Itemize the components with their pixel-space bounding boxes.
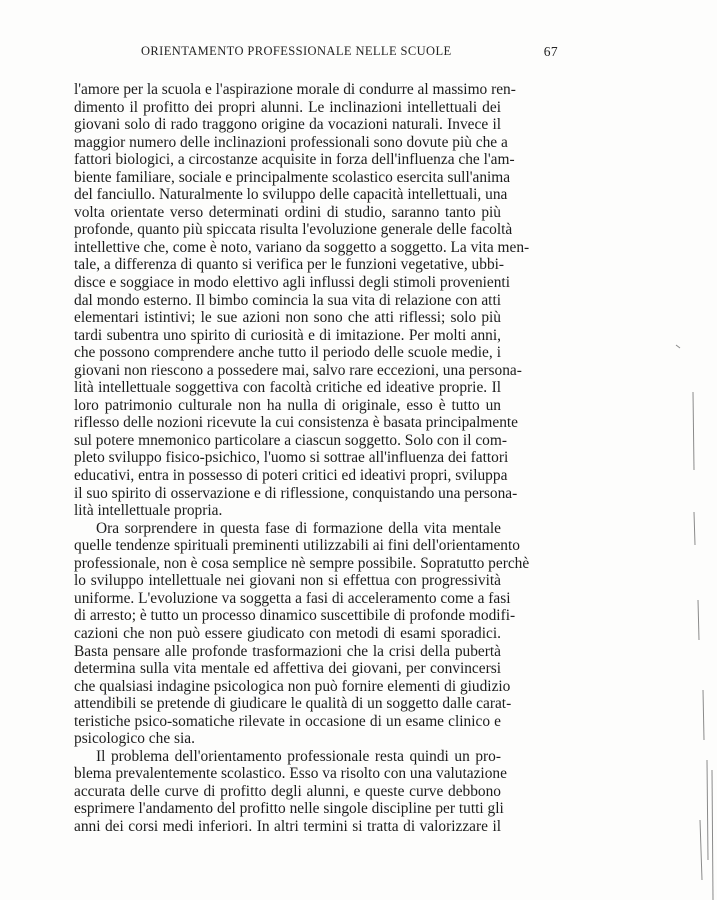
text-line: intellettive che, come è noto, variano da soggetto a soggetto. La vita men-	[74, 238, 530, 256]
text-line: giovani solo di rado traggono origine da vocazioni naturali. Invece il	[74, 116, 501, 134]
text-line: riflesso delle nozioni ricevute la cui consistenza è basata principalmente	[74, 414, 519, 432]
running-header	[141, 44, 558, 64]
text-line: loro patrimonio culturale non ha nulla di originale, esso è tutto un	[74, 396, 501, 414]
text-line: maggior numero delle inclinazioni professionali sono dovute più che a	[74, 133, 508, 151]
text-line: lo sviluppo intellettuale nei giovani non si effettua con progressività	[74, 572, 501, 590]
scan-mark	[676, 345, 680, 348]
text-line: l'amore per la scuola e l'aspirazione morale di condurre al massimo ren-	[74, 81, 516, 98]
paragraph	[74, 81, 530, 520]
scan-mark	[698, 600, 699, 640]
text-line: anni dei corsi medi inferiori. In altri termini si tratta di valorizzare il	[74, 817, 501, 835]
scan-mark	[703, 690, 704, 740]
text-line: del fanciullo. Naturalmente lo sviluppo delle capacità intellettuali, una	[74, 186, 508, 204]
text-line: professionale, non è cosa semplice nè sempre possibile. Sopratutto perchè	[74, 554, 530, 572]
text-line: psicologico che sia.	[74, 730, 195, 748]
scan-mark	[707, 760, 708, 860]
text-line: dimento il profitto dei propri alunni. Le inclinazioni intellettuali dei	[74, 98, 501, 116]
text-line: volta orientate verso determinati ordini di studio, saranno tanto più	[74, 203, 501, 221]
text-line: uniforme. L'evoluzione va soggetta a fasi di acceleramento come a fasi	[74, 589, 511, 607]
text-line: elementari istintivi; le sue azioni non sono che atti riflessi; solo più	[74, 309, 501, 327]
text-line: di arresto; è tutto un processo dinamico suscettibile di profonde modifi-	[74, 607, 516, 625]
page-number: 67	[543, 44, 558, 59]
text-line: sul potere mnemonico particolare a ciascun soggetto. Solo con il com-	[74, 431, 507, 449]
text-line: lità intellettuale soggettiva con facoltà critiche ed ideative proprie. Il	[74, 379, 501, 397]
text-line: tardi subentra uno spirito di curiosità e di imitazione. Per molti anni,	[74, 326, 501, 344]
text-line: disce e soggiace in modo elettivo agli influssi degli stimoli provenienti	[74, 274, 510, 292]
paragraph	[74, 747, 507, 836]
text-line: cazioni che non può essere giudicato con metodi di esami sporadici.	[74, 624, 501, 642]
text-line: educativi, entra in possesso di poteri critici ed ideativi propri, sviluppa	[74, 467, 508, 485]
body-text	[74, 81, 530, 836]
text-line: tale, a differenza di quanto si verifica per le funzioni vegetative, ubbi-	[74, 256, 505, 274]
scan-mark	[693, 392, 694, 470]
text-line: profonde, quanto più spiccata risulta l'evoluzione generale delle facoltà	[74, 221, 513, 239]
text-line: determina sulla vita mentale ed affettiva dei giovani, per convincersi	[74, 660, 501, 678]
text-line: Basta pensare alle profonde trasformazioni che la crisi della pubertà	[74, 642, 501, 660]
text-line: che qualsiasi indagine psicologica non può fornire elementi di giudizio	[74, 677, 511, 695]
running-header-title: ORIENTAMENTO PROFESSIONALE NELLE SCUOLE	[141, 44, 452, 58]
scan-mark	[694, 512, 695, 545]
text-line: quelle tendenze spirituali preminenti utilizzabili ai fini dell'orientamento	[74, 537, 520, 555]
scan-mark	[712, 770, 713, 900]
text-line: Ora sorprendere in questa fase di formazione della vita mentale	[96, 519, 501, 537]
text-line: fattori biologici, a circostanze acquisite in forza dell'influenza che l'am-	[74, 151, 515, 169]
text-line: lità intellettuale propria.	[74, 502, 223, 520]
text-line: teristiche psico-somatiche rilevate in occasione di un esame clinico e	[74, 712, 501, 730]
scan-artifact-marks	[657, 0, 717, 900]
text-line: il suo spirito di osservazione e di riflessione, conquistando una persona-	[74, 484, 518, 502]
text-line: accurata delle curve di profitto degli alunni, e queste curve debbono	[74, 782, 501, 800]
text-line: blema prevalentemente scolastico. Esso va risolto con una valutazione	[74, 765, 507, 783]
text-line: esprimere l'andamento del profitto nelle singole discipline per tutti gli	[74, 800, 504, 818]
text-line: giovani non riescono a possedere mai, salvo rare eccezioni, una persona-	[74, 361, 522, 379]
scan-mark	[700, 820, 702, 880]
paragraph	[74, 519, 530, 748]
text-line: biente familiare, sociale e principalmente scolastico esercita sull'anima	[74, 168, 511, 186]
text-line: pleto sviluppo fisico-psichico, l'uomo si sottrae all'influenza dei fattori	[74, 449, 509, 467]
text-line: attendibili se pretende di giudicare le qualità di un soggetto dalle carat-	[74, 695, 512, 713]
text-line: dal mondo esterno. Il bimbo comincia la sua vita di relazione con atti	[74, 291, 501, 309]
text-line: Il problema dell'orientamento professionale resta quindi un pro-	[96, 747, 501, 765]
text-line: che possono comprendere anche tutto il periodo delle scuole medie, i	[74, 344, 501, 362]
